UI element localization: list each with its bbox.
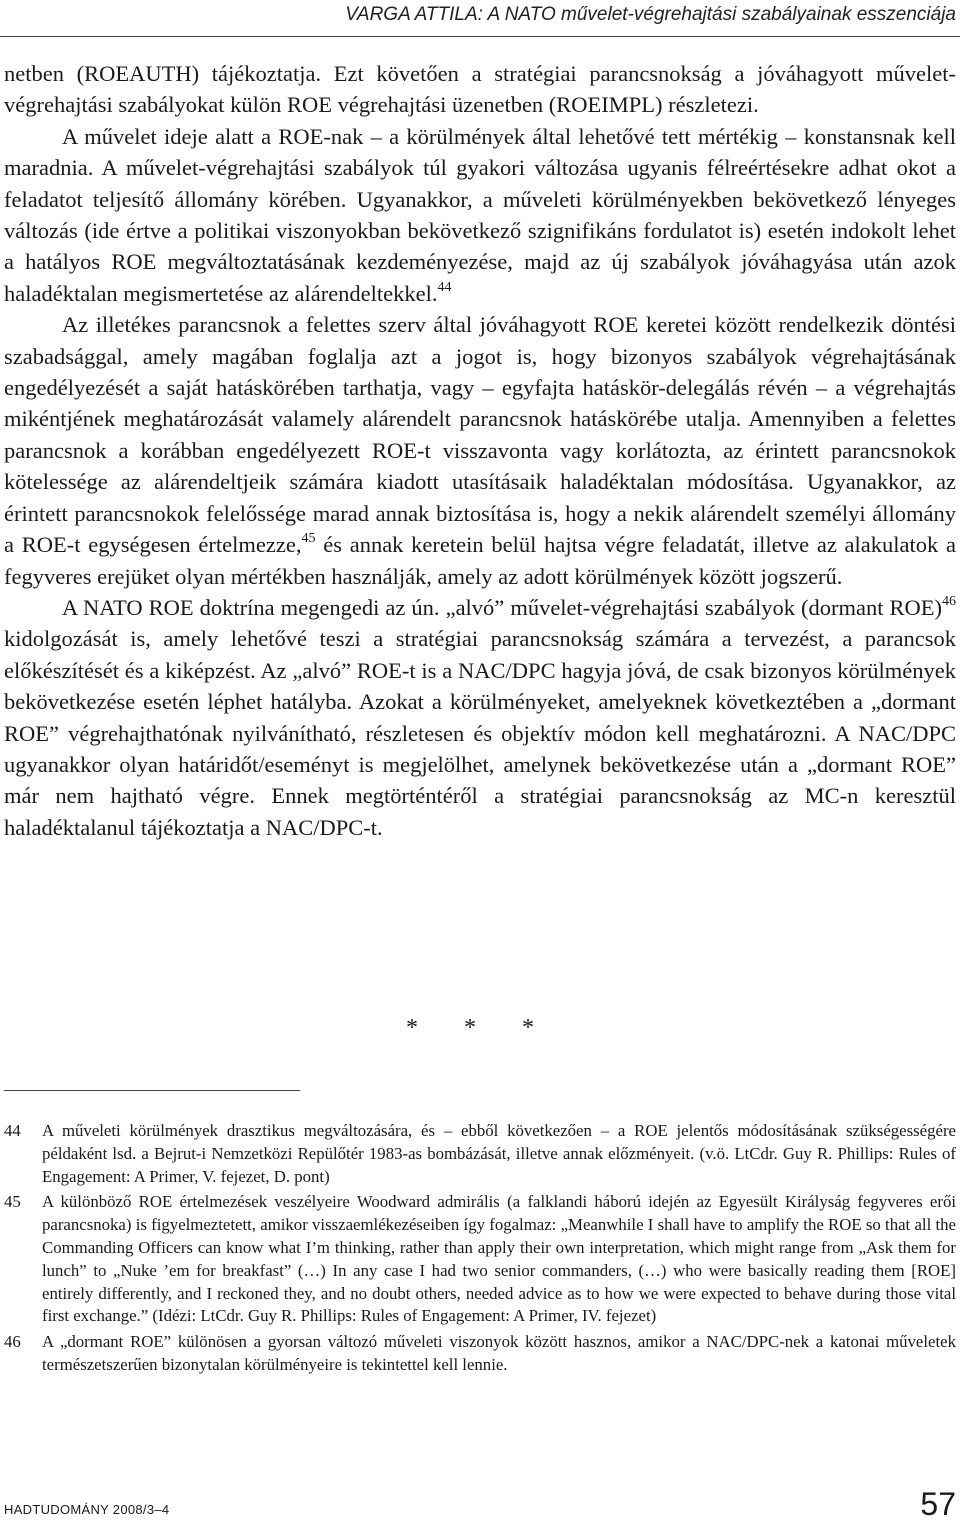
paragraph-4-text-a: A NATO ROE doktrína megengedi az ún. „alvó” művelet-végrehajtási szabályok (dormant ROE) bbox=[62, 594, 942, 620]
footnote-ref-44[interactable]: 44 bbox=[437, 279, 452, 295]
header-divider bbox=[0, 36, 960, 37]
footnote-number: 44 bbox=[4, 1121, 21, 1140]
journal-issue: HADTUDOMÁNY 2008/3–4 bbox=[4, 1502, 170, 1517]
footnote-46 bbox=[4, 1331, 956, 1377]
footnote-number: 46 bbox=[4, 1332, 21, 1352]
footnote-text: A különböző ROE értelmezések veszélyeire Woodward admirális (a falklandi háború idején az Egyesült Királyság fegyveres erői parancsnoka) is figyelmeztetett, amikor visszaemlékezéseiben így fogalmaz: „Meanwhile I shall have to amplify the ROE so that all the Commanding Officers can know what I’m thinking, rather than apply their own interpretation, which might range from „Ask them for lunch” to „Nuke ’em for breakfast” (…) In any case I had two senior commanders, (…) who were basically reading them [ROE] entirely differently, and I reckoned they, and no doubt others, needed advice as to how we were expected to behave during those vital first exchange.” (Idézi: LtCdr. Guy R. Phillips: Rules of Engagement: A Primer, IV. fejezet) bbox=[42, 1192, 956, 1326]
paragraph-4 bbox=[4, 592, 956, 843]
footnotes bbox=[4, 1120, 956, 1380]
paragraph-1: netben (ROEAUTH) tájékoztatja. Ezt követően a stratégiai parancsnokság a jóváhagyott művelet-végrehajtási szabályokat külön ROE végrehajtási üzenetben (ROEIMPL) részletezi. bbox=[4, 61, 956, 118]
paragraph-3 bbox=[4, 309, 956, 592]
paragraph-4-text-b: kidolgozását is, amely lehetővé teszi a stratégiai parancsnokság számára a tervezést, a parancsok előkészítését és a kiképzést. Az „alvó” ROE-t is a NAC/DPC hagyja jóvá, de csak bizonyos körülmények bekövetkezése esetén léphet hatályba. Azokat a körülményeket, amelyeknek következtében a „dormant ROE” végrehajthatónak nyilvánítható, részletesen és objektív módon kell meghatározni. A NAC/DPC ugyanakkor olyan határidőt/eseményt is megjelölhet, amelynek bekövetkezése után a „dormant ROE” már nem hajtható végre. Ennek megtörténtéről a stratégiai parancsnokság az MC-n keresztül haladéktalanul tájékoztatja a NAC/DPC-t. bbox=[4, 626, 956, 840]
section-separator: * * * bbox=[406, 1015, 554, 1041]
paragraph-3-text-a: Az illetékes parancsnok a felettes szerv által jóváhagyott ROE keretei között rendelkezik döntési szabadsággal, amely magában foglalja azt a jogot is, hogy bizonyos szabályok végrehajtásának engedélyezését a saját hatáskörében tarthatja, vagy – egyfajta hatáskör-delegálás révén – a végrehajtás mikéntjének meghatározását valamely alárendelt parancsnok hatáskörébe utalja. Amennyiben a felettes parancsnok a korábban engedélyezett ROE-t visszavonta vagy korlátozta, az érintett parancsnokok kötelessége az alárendeltjeik számára kiadott utasításaik haladéktalan módosítása. Ugyanakkor, az érintett parancsnokok felelőssége marad annak biztosítása is, hogy a nekik alárendelt személyi állomány a ROE-t egységesen értelmezze, bbox=[4, 312, 956, 558]
footnote-45 bbox=[4, 1191, 956, 1328]
paragraph-2-text: A művelet ideje alatt a ROE-nak – a körülmények által lehetővé tett mértékig – konstansnak kell maradnia. A művelet-végrehajtási szabályok túl gyakori változása ugyanis félreértésekre adhat okot a feladatot teljesítő állomány körében. Ugyanakkor, a műveleti körülményekben bekövetkező lényeges változás (ide értve a politikai viszonyokban bekövetkező szignifikáns fordulatot is) esetén indokolt lehet a hatályos ROE megváltoztatásának kezdeményezése, majd az új szabályok jóváhagyása után azok haladéktalan megismertetése az alárendeltekkel. bbox=[4, 123, 956, 306]
footnote-text: A „dormant ROE” különösen a gyorsan változó műveleti viszonyok között hasznos, amikor a NAC/DPC-nek a katonai műveletek természetszerűen bizonytalan körülményeire is tekintettel kell lennie. bbox=[42, 1332, 956, 1374]
paragraph-2 bbox=[4, 121, 956, 309]
article-body bbox=[4, 58, 956, 843]
page-number: 57 bbox=[920, 1486, 956, 1522]
footnote-44 bbox=[4, 1120, 956, 1188]
footnote-ref-45[interactable]: 45 bbox=[301, 531, 316, 547]
footnote-divider bbox=[4, 1090, 300, 1091]
footnote-ref-46[interactable]: 46 bbox=[942, 593, 956, 609]
paragraph-3-text-b: és annak keretein belül hajtsa végre feladatát, illetve az alakulatok a fegyveres erejüket olyan mértékben használják, amely az adott körülmények között jogszerű. bbox=[4, 532, 956, 589]
footnote-text: A műveleti körülmények drasztikus megváltozására, és – ebből következően – a ROE jelentős módosításának szükségességére példaként lsd. a Bejrut-i Nemzetközi Repülőtér 1983-as bombázását, illetve annak előzményeit. (v.ö. LtCdr. Guy R. Phillips: Rules of Engagement: A Primer, V. fejezet, D. pont) bbox=[42, 1121, 956, 1186]
footnote-number: 45 bbox=[4, 1192, 21, 1212]
running-title: VARGA ATTILA: A NATO művelet-végrehajtási szabályainak esszenciája bbox=[345, 4, 956, 25]
